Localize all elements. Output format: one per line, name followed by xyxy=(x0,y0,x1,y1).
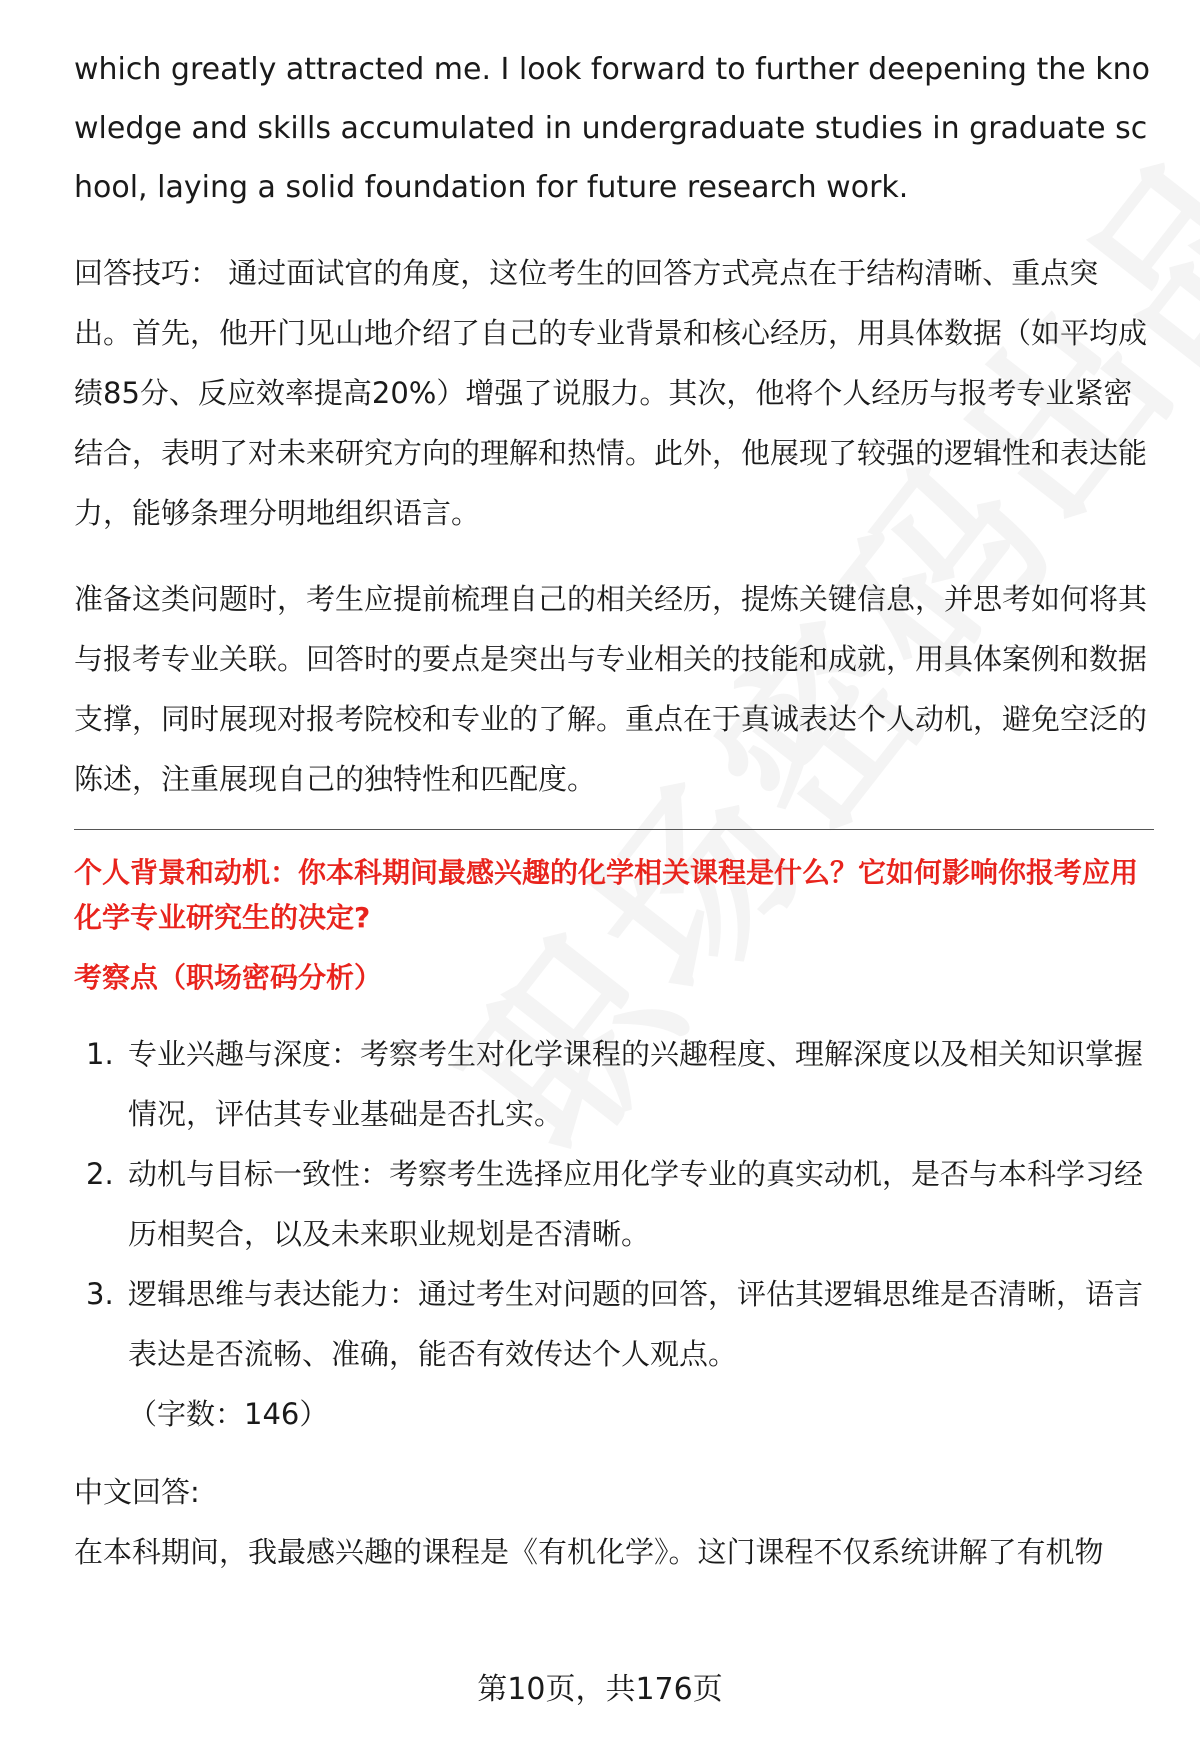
list-item xyxy=(74,1024,1154,1144)
list-number: 1. xyxy=(86,1037,114,1071)
tips-paragraph: 回答技巧： 通过面试官的角度，这位考生的回答方式亮点在于结构清晰、重点突出。首先，他开门见山地介绍了自己的专业背景和核心经历，用具体数据（如平均成绩85分、反应效率提高20%）增强了说服力。其次，他将个人经历与报考专业紧密结合，表明了对未来研究方向的理解和热情。此外，他展现了较强的逻辑性和表达能力，能够条理分明地组织语言。 xyxy=(74,256,1148,530)
points-list xyxy=(74,1024,1154,1384)
page-footer: 第10页，共176页 xyxy=(477,1672,723,1707)
list-text: 逻辑思维与表达能力：通过考生对问题的回答，评估其逻辑思维是否清晰，语言表达是否流畅、准确，能否有效传达个人观点。 xyxy=(128,1277,1144,1371)
list-number: 3. xyxy=(86,1277,114,1311)
list-number: 2. xyxy=(86,1157,114,1191)
word-count: （字数：146） xyxy=(128,1397,329,1431)
list-item xyxy=(74,1264,1154,1384)
list-item xyxy=(74,1144,1154,1264)
section-divider xyxy=(74,829,1154,830)
intro-paragraph: which greatly attracted me. I look forward to further deepening the knowledge and skills accumulated in undergraduate studies in graduate school, laying a solid foundation for future research work. xyxy=(74,52,1151,205)
analysis-heading: 考察点（职场密码分析） xyxy=(74,961,383,994)
question-heading: 个人背景和动机：你本科期间最感兴趣的化学相关课程是什么？它如何影响你报考应用化学专业研究生的决定? xyxy=(74,856,1139,934)
answer-paragraph: 在本科期间，我最感兴趣的课程是《有机化学》。这门课程不仅系统讲解了有机物 xyxy=(74,1535,1104,1569)
document-page xyxy=(74,40,1154,1582)
list-text: 专业兴趣与深度：考察考生对化学课程的兴趣程度、理解深度以及相关知识掌握情况，评估其专业基础是否扎实。 xyxy=(128,1037,1144,1131)
list-text: 动机与目标一致性：考察考生选择应用化学专业的真实动机，是否与本科学习经历相契合，以及未来职业规划是否清晰。 xyxy=(128,1157,1144,1251)
prep-paragraph: 准备这类问题时，考生应提前梳理自己的相关经历，提炼关键信息，并思考如何将其与报考专业关联。回答时的要点是突出与专业相关的技能和成就，用具体案例和数据支撑，同时展现对报考院校和专业的了解。重点在于真诚表达个人动机，避免空泛的陈述，注重展现自己的独特性和匹配度。 xyxy=(74,582,1148,796)
answer-label: 中文回答: xyxy=(74,1475,200,1509)
